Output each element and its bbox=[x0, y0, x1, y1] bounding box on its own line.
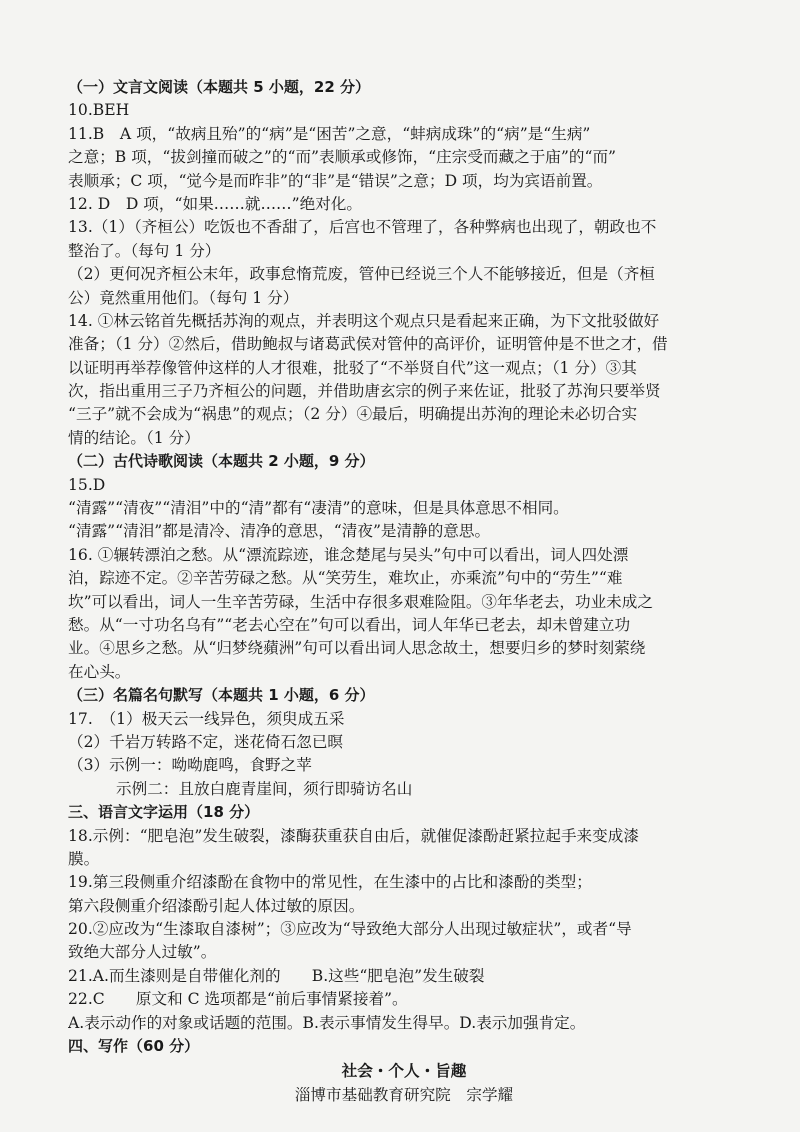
text-line: 以证明再举荐像管仲这样的人才很难，批驳了“不举贤自代”这一观点；（1 分）③其 bbox=[68, 358, 637, 377]
text-line: 膜。 bbox=[68, 849, 100, 868]
text-line: 20.②应改为“生漆取自漆树”；③应改为“导致绝大部分人出现过敏症状”，或者“导 bbox=[68, 920, 632, 939]
text-line: 15.D bbox=[68, 475, 106, 494]
text-line: 11.B A 项，“故病且殆”的“病”是“困苦”之意，“蚌病成珠”的“病”是“生病” bbox=[68, 124, 591, 143]
section-heading: （二）古代诗歌阅读（本题共 2 小题，9 分） bbox=[68, 452, 375, 471]
text-line: 18.示例：“肥皂泡”发生破裂，漆酶获重获自由后，就催促漆酚赶紧拉起手来变成漆 bbox=[68, 826, 639, 845]
text-line: 致绝大部分人过敏”。 bbox=[68, 943, 217, 962]
text-line: 第六段侧重介绍漆酚引起人体过敏的原因。 bbox=[68, 896, 365, 915]
answer-content bbox=[68, 76, 740, 1058]
text-line: 泊，踪迹不定。②辛苦劳碌之愁。从“笑劳生，难坎止，亦乘流”句中的“劳生”“难 bbox=[68, 569, 623, 588]
text-line: 在心头。 bbox=[68, 662, 131, 681]
text-line: 19.第三段侧重介绍漆酚在食物中的常见性，在生漆中的占比和漆酚的类型； bbox=[68, 873, 592, 892]
text-line: （2）更何况齐桓公末年，政事怠惰荒废，管仲已经说三个人不能够接近，但是（齐桓 bbox=[68, 265, 655, 284]
text-line: 13.（1）（齐桓公）吃饭也不香甜了，后宫也不管理了，各种弊病也出现了，朝政也不 bbox=[68, 218, 657, 237]
text-line: 22.C 原文和 C 选项都是“前后事情紧接着”。 bbox=[68, 990, 408, 1009]
text-line: “清露”“清泪”都是清冷、清净的意思，“清夜”是清静的意思。 bbox=[68, 522, 491, 541]
text-line: 12. D D 项，“如果……就……”绝对化。 bbox=[68, 194, 362, 213]
text-line: “清露”“清夜”“清泪”中的“清”都有“凄清”的意味，但是具体意思不相同。 bbox=[68, 499, 569, 518]
text-line: 情的结论。（1 分） bbox=[68, 428, 200, 447]
text-line: 21.A.而生漆则是自带催化剂的 B.这些“肥皂泡”发生破裂 bbox=[68, 966, 485, 985]
text-line: 坎”可以看出，词人一生辛苦劳碌，生活中存很多艰难险阻。③年华老去，功业未成之 bbox=[68, 592, 653, 611]
text-line: 10.BEH bbox=[68, 101, 130, 120]
section-heading: （三）名篇名句默写（本题共 1 小题，6 分） bbox=[68, 686, 375, 705]
essay-title: 社会・个人・旨趣 bbox=[341, 1062, 467, 1081]
text-line: “三子”就不会成为“祸患”的观点；（2 分）④最后，明确提出苏洵的理论未必切合实 bbox=[68, 405, 638, 424]
text-line: 17. （1）极天云一线异色，须臾成五采 bbox=[68, 709, 345, 728]
text-line: 次，指出重用三子乃齐桓公的问题，并借助唐玄宗的例子来佐证，批驳了苏洵只要举贤 bbox=[68, 382, 661, 401]
section-heading: （一）文言文阅读（本题共 5 小题，22 分） bbox=[68, 78, 370, 96]
text-line: A.表示动作的对象或话题的范围。B.表示事情发生得早。D.表示加强肯定。 bbox=[68, 1013, 586, 1032]
text-line: 愁。从“一寸功名乌有”“老去心空在”句可以看出，词人年华已老去，却未曾建立功 bbox=[68, 615, 631, 634]
text-line: 公）竟然重用他们。（每句 1 分） bbox=[68, 288, 299, 307]
text-line: 之意；B 项，“拔剑撞而破之”的“而”表顺承或修饰，“庄宗受而藏之于庙”的“而” bbox=[68, 148, 617, 167]
section-heading: 三、语言文字运用（18 分） bbox=[68, 803, 260, 822]
text-line: 14. ①林云铭首先概括苏洵的观点，并表明这个观点只是看起来正确，为下文批驳做好 bbox=[68, 311, 660, 330]
text-line: 业。④思乡之愁。从“归梦绕蘋洲”句可以看出词人思念故土，想要归乡的梦时刻萦绕 bbox=[68, 639, 646, 658]
essay-author: 淄博市基础教育研究院 宗学耀 bbox=[294, 1085, 514, 1104]
text-line: 16. ①辗转漂泊之愁。从“漂流踪迹，谁念楚尾与吴头”句中可以看出，词人四处漂 bbox=[68, 545, 629, 564]
text-line: （3）示例一：呦呦鹿鸣，食野之苹 bbox=[68, 756, 312, 775]
text-line: 准备；（1 分）②然后，借助鲍叔与诸葛武侯对管仲的高评价，证明管仲是不世之才，借 bbox=[68, 335, 668, 354]
section-heading: 四、写作（60 分） bbox=[68, 1037, 200, 1056]
text-line: 表顺承；C 项，“觉今是而昨非”的“非”是“错误”之意；D 项，均为宾语前置。 bbox=[68, 171, 603, 190]
text-line: 整治了。（每句 1 分） bbox=[68, 241, 221, 260]
text-line: 示例二：且放白鹿青崖间，须行即骑访名山 bbox=[116, 779, 413, 798]
text-line: （2）千岩万转路不定，迷花倚石忽已暝 bbox=[68, 732, 344, 751]
